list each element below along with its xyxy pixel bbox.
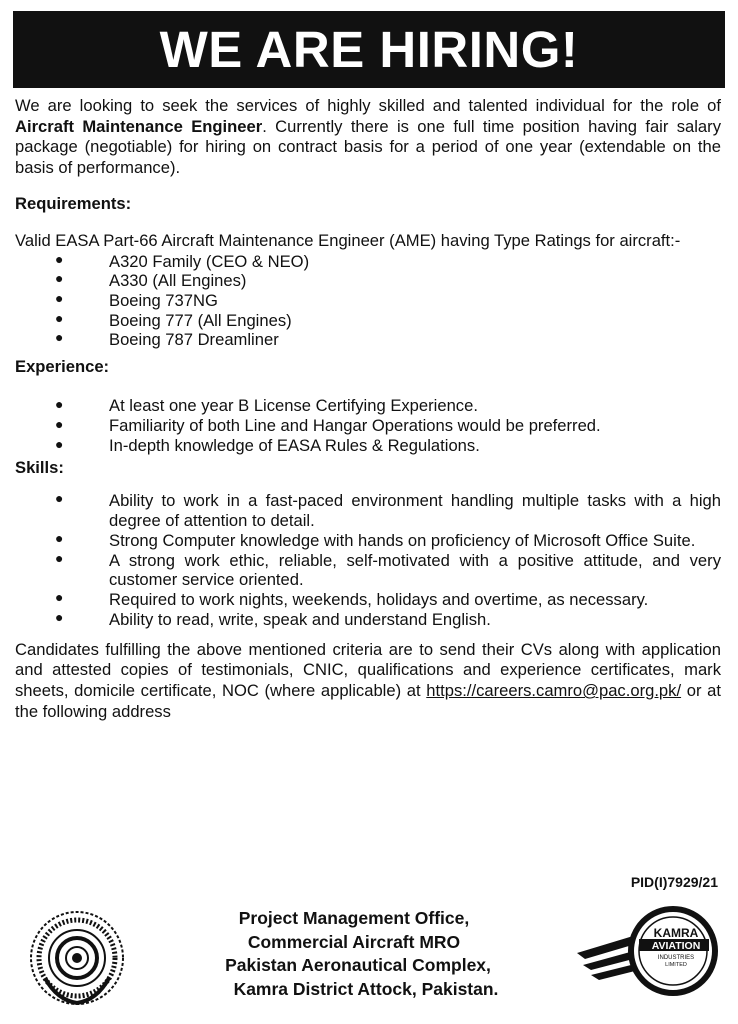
- closing-text-before: Candidates fulfilling the above mentioned criteria are to send their CVs along with application and attested copies of testimonials, CNIC, qualifications and experience certificates, mark sheets, domicile certificate, NOC (where applicable) at: [15, 639, 721, 701]
- type-ratings-list: [15, 252, 721, 351]
- address-line: Commercial Aircraft MRO: [247, 931, 461, 952]
- requirements-heading: Requirements:: [15, 194, 132, 214]
- list-item: ● Strong Computer knowledge with hands on proficiency of Microsoft Office Suite.: [15, 531, 721, 551]
- ad-body: [15, 96, 721, 722]
- logo-kamra-text: KAMRA: [653, 926, 699, 940]
- list-item: ● Boeing 737NG: [15, 291, 721, 311]
- logo-industries-text: INDUSTRIES: [657, 955, 695, 961]
- logo-limited-text: LIMITED: [665, 962, 687, 968]
- address-line: Kamra District Attock, Pakistan.: [233, 978, 499, 999]
- role-title: Aircraft Maintenance Engineer: [15, 116, 263, 136]
- intro-paragraph: [15, 96, 721, 178]
- list-item: ● Boeing 777 (All Engines): [15, 311, 721, 331]
- application-link[interactable]: https://careers.camro@pac.org.pk/: [426, 681, 682, 701]
- list-item: ● Familiarity of both Line and Hangar Operations would be preferred.: [15, 416, 721, 436]
- intro-text-before: We are looking to seek the services of highly skilled and talented individual for the role of: [15, 96, 721, 115]
- logo-aviation-text: AVIATION: [651, 940, 701, 952]
- list-item: ● Required to work nights, weekends, holidays and overtime, as necessary.: [15, 590, 721, 610]
- experience-list: [15, 396, 721, 456]
- list-item: ● A320 Family (CEO & NEO): [15, 252, 721, 272]
- list-item: ● Ability to read, write, speak and understand English.: [15, 610, 721, 630]
- list-item: ● Ability to work in a fast-paced environment handling multiple tasks with a high degree of attention to detail.: [15, 491, 721, 531]
- intro-text-after: . Currently there is one full time position having fair salary package (negotiable) for hiring on contract basis for a period of one year (extendable on the basis of performance).: [15, 116, 721, 177]
- address-line: Project Management Office,: [238, 908, 470, 928]
- publication-id: PID(I)7929/21: [630, 874, 718, 890]
- kamra-aviation-logo: [569, 895, 721, 1005]
- list-item: ● In-depth knowledge of EASA Rules & Regulations.: [15, 436, 721, 456]
- skills-list: [15, 491, 721, 630]
- hiring-banner: [13, 11, 725, 88]
- page-title: WE ARE HIRING!: [159, 21, 579, 78]
- list-item: ● A330 (All Engines): [15, 271, 721, 291]
- address-line: Pakistan Aeronautical Complex,: [225, 955, 491, 975]
- experience-heading: Experience:: [15, 357, 110, 377]
- list-item: ● Boeing 787 Dreamliner: [15, 330, 721, 350]
- skills-heading: Skills:: [15, 457, 64, 477]
- closing-paragraph: [15, 640, 721, 722]
- requirements-text: Valid EASA Part-66 Aircraft Maintenance Engineer (AME) having Type Ratings for aircraft:-: [15, 230, 681, 250]
- list-item: ● A strong work ethic, reliable, self-motivated with a positive attitude, and very customer service oriented.: [15, 551, 721, 591]
- closing-text-after: or at the following address: [15, 681, 721, 721]
- list-item: ● At least one year B License Certifying Experience.: [15, 396, 721, 416]
